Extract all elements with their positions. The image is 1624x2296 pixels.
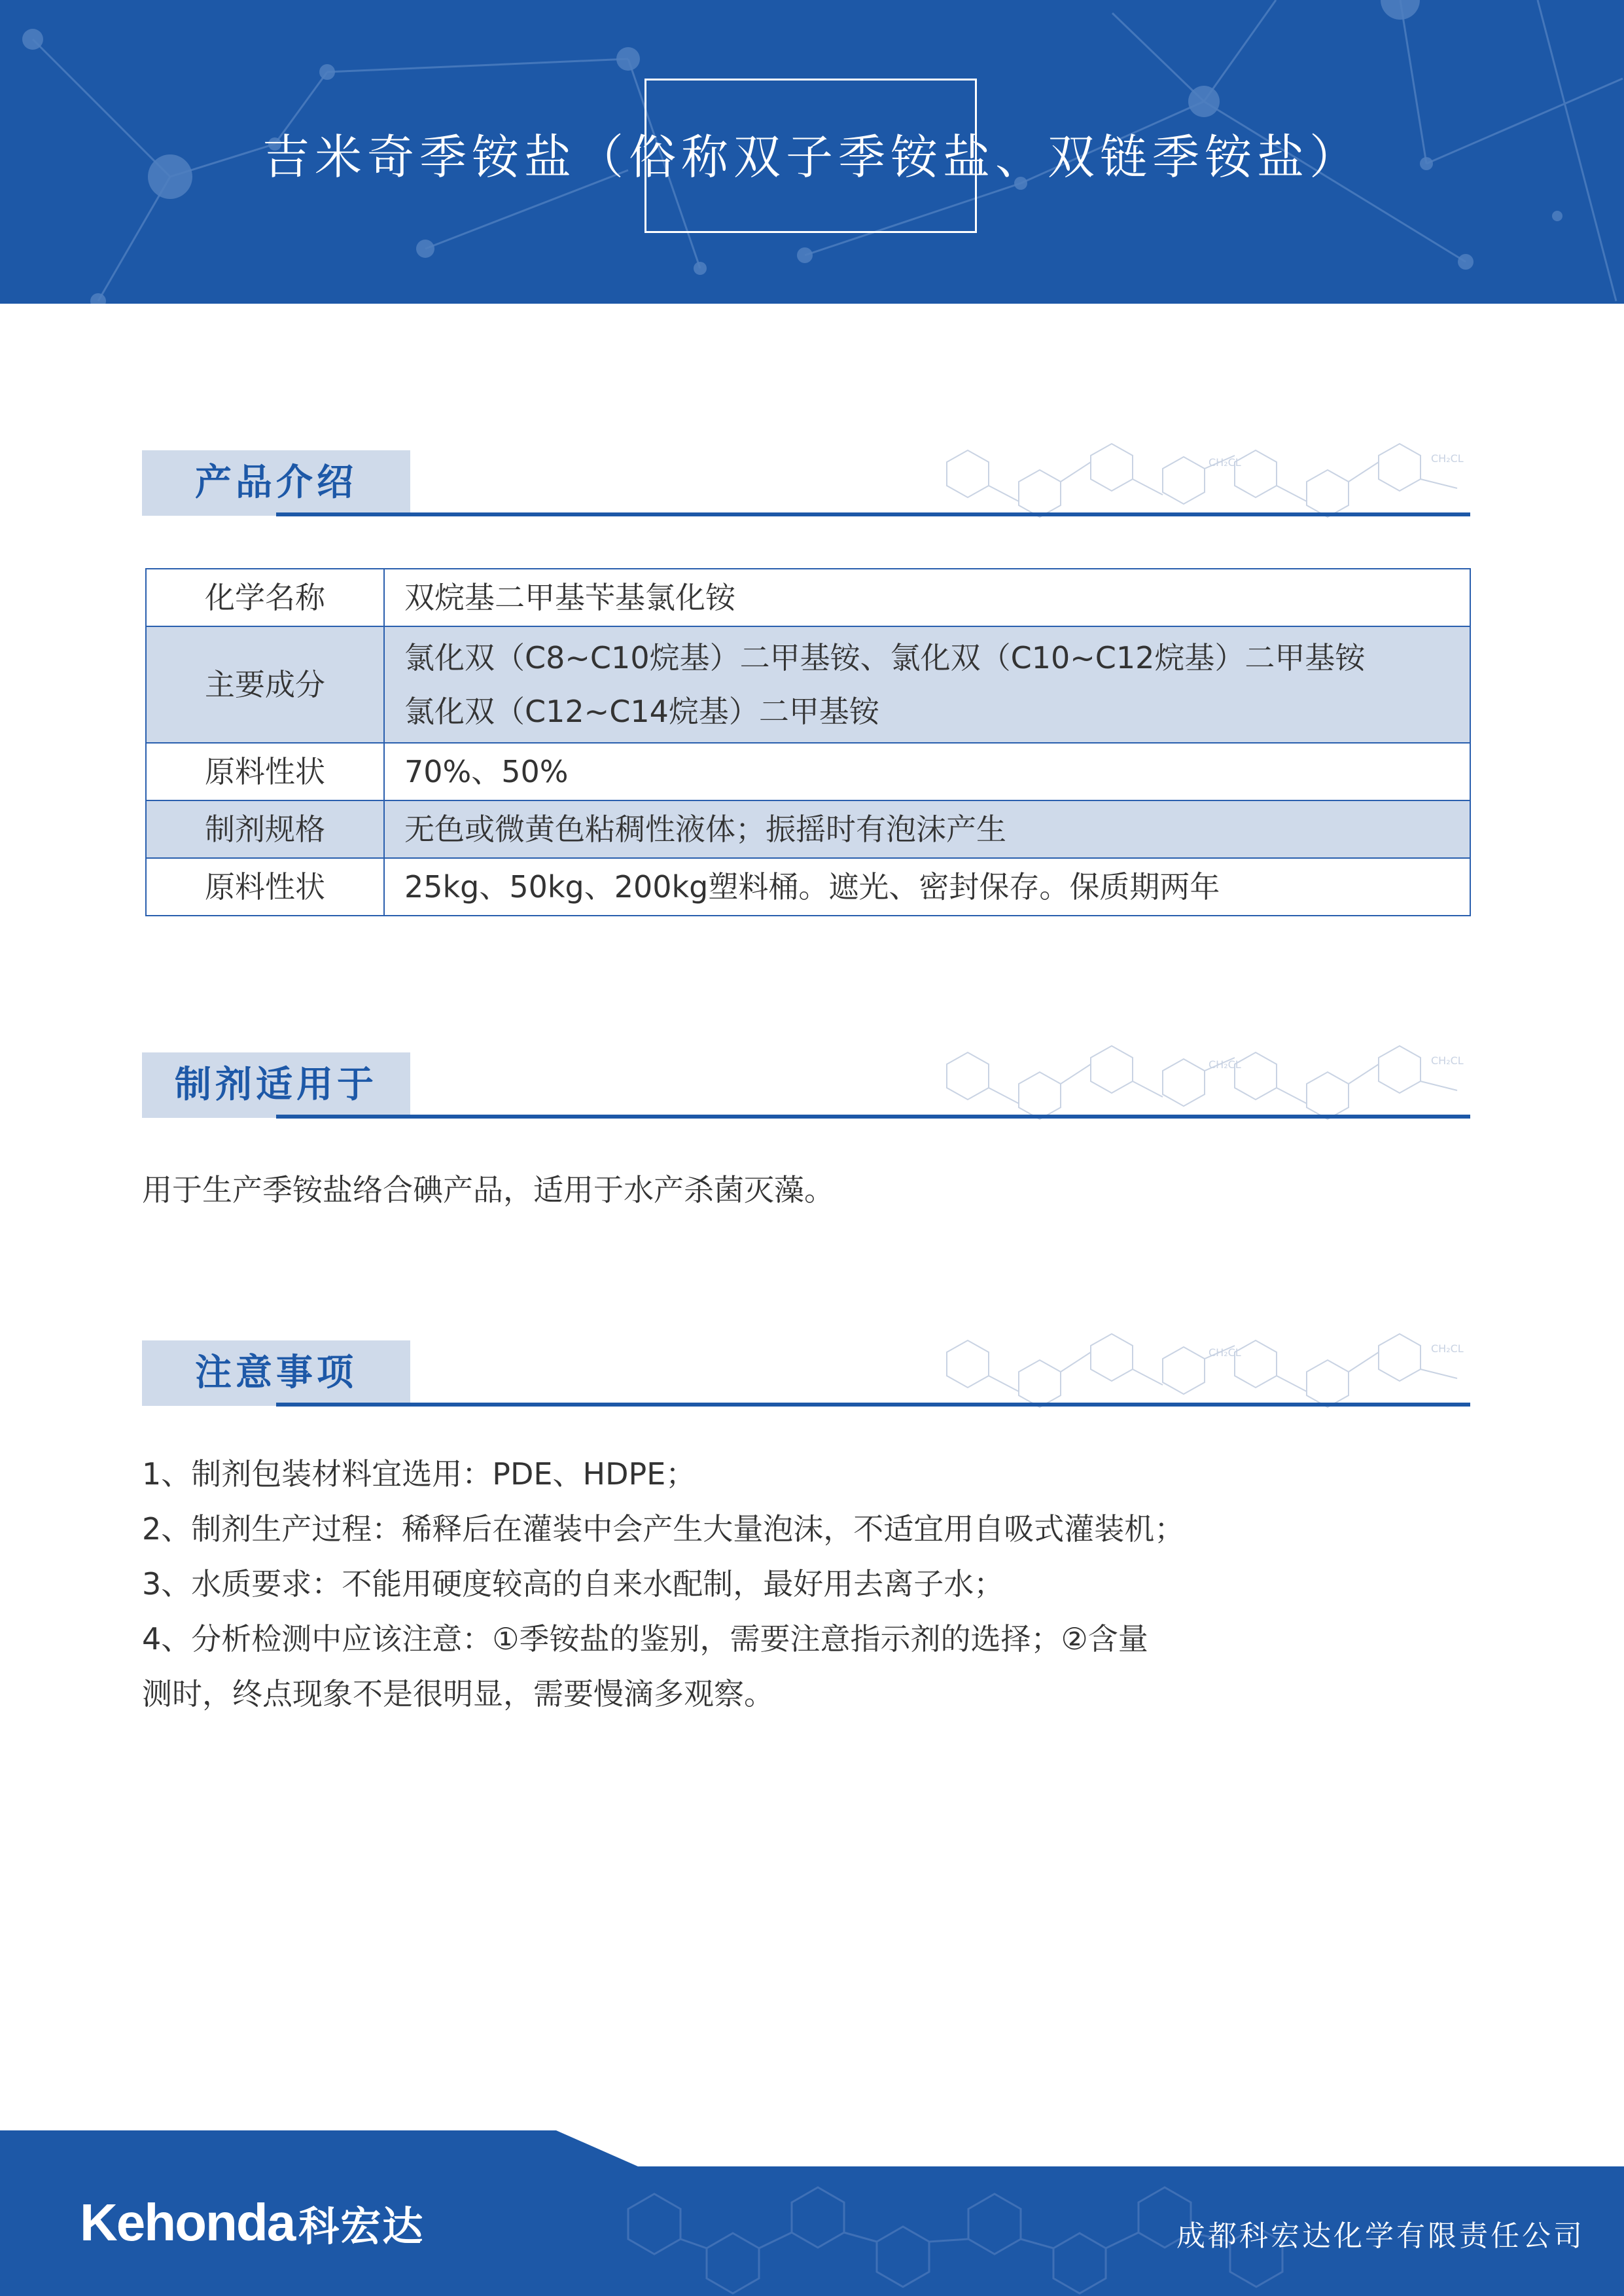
table-row — [146, 858, 1470, 916]
table-value: 25kg、50kg、200kg塑料桶。遮光、密封保存。保质期两年 — [384, 858, 1470, 916]
footer-banner — [0, 2130, 1624, 2296]
table-label: 化学名称 — [146, 569, 384, 626]
section-divider — [276, 512, 1470, 516]
section-heading: 产品介绍 — [142, 450, 410, 516]
usage-text: 用于生产季铵盐络合碘产品，适用于水产杀菌灭藻。 — [142, 1172, 834, 1208]
svg-text:CH₂CL: CH₂CL — [1209, 456, 1241, 469]
table-value: 氯化双（C8~C10烷基）二甲基铵、氯化双（C10~C12烷基）二甲基铵 氯化双（C12~C14烷基）二甲基铵 — [384, 626, 1470, 743]
spec-table — [145, 568, 1471, 916]
svg-text:CH₂CL: CH₂CL — [1431, 452, 1464, 465]
notes-list — [142, 1446, 1184, 1721]
table-label: 制剂规格 — [146, 800, 384, 858]
section-heading: 制剂适用于 — [142, 1052, 410, 1118]
svg-text:CH₂CL: CH₂CL — [1209, 1346, 1241, 1359]
table-label: 原料性状 — [146, 743, 384, 800]
table-row — [146, 569, 1470, 626]
list-item: 测时，终点现象不是很明显，需要慢滴多观察。 — [142, 1676, 774, 1712]
table-value: 70%、50% — [384, 743, 1470, 800]
list-item: 1、制剂包装材料宜选用：PDE、HDPE； — [142, 1456, 696, 1492]
section-divider — [276, 1115, 1470, 1119]
table-row — [146, 626, 1470, 743]
company-name: 成都科宏达化学有限责任公司 — [1176, 2219, 1585, 2253]
chemical-structure-decoration — [927, 1333, 1470, 1408]
table-label: 原料性状 — [146, 858, 384, 916]
chemical-structure-decoration — [927, 1045, 1470, 1120]
list-item: 2、制剂生产过程：稀释后在灌装中会产生大量泡沫，不适宜用自吸式灌装机； — [142, 1511, 1185, 1547]
section-header-usage — [142, 1052, 1470, 1138]
table-row — [146, 800, 1470, 858]
section-heading: 注意事项 — [142, 1340, 410, 1406]
list-item: 3、水质要求：不能用硬度较高的自来水配制，最好用去离子水； — [142, 1566, 1004, 1602]
header-banner — [0, 0, 1624, 304]
chemical-structure-decoration — [927, 442, 1470, 518]
section-header-notes — [142, 1340, 1470, 1426]
svg-text:CH₂CL: CH₂CL — [1209, 1058, 1241, 1071]
svg-text:CH₂CL: CH₂CL — [1431, 1342, 1464, 1355]
table-value: 无色或微黄色粘稠性液体；振摇时有泡沫产生 — [384, 800, 1470, 858]
section-divider — [276, 1403, 1470, 1407]
table-row — [146, 743, 1470, 800]
svg-text:CH₂CL: CH₂CL — [1431, 1054, 1464, 1067]
table-value: 双烷基二甲基苄基氯化铵 — [384, 569, 1470, 626]
section-header-intro — [142, 450, 1470, 535]
list-item: 4、分析检测中应该注意：①季铵盐的鉴别，需要注意指示剂的选择；②含量 — [142, 1621, 1148, 1657]
page-title: 吉米奇季铵盐（俗称双子季铵盐、双链季铵盐） — [262, 130, 1362, 185]
table-label: 主要成分 — [146, 626, 384, 743]
kehonda-logo: Kehonda科宏达 — [80, 2193, 425, 2251]
